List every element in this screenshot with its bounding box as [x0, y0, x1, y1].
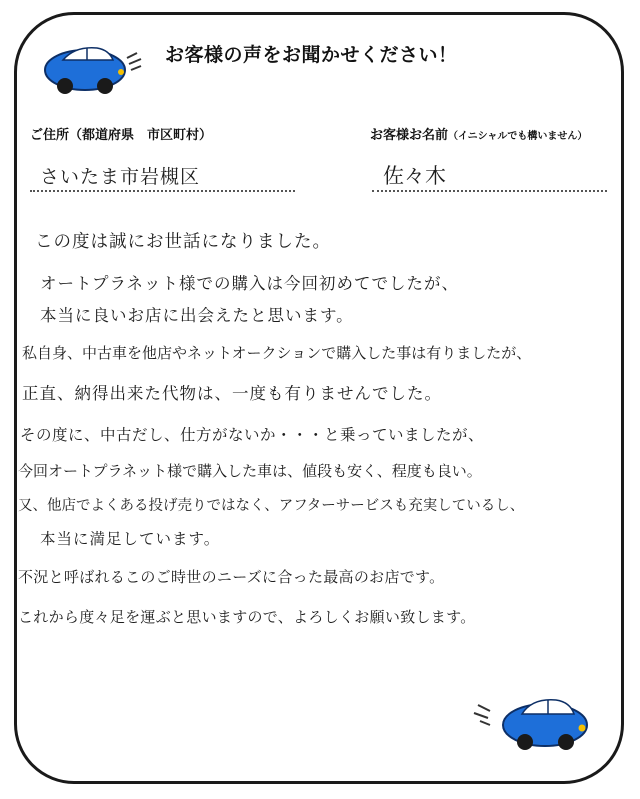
message-line: 本当に満足しています。 [40, 530, 221, 548]
message-line: その度に、中古だし、仕方がないか・・・と乗っていましたが、 [20, 426, 485, 444]
name-value: 佐々木 [383, 164, 446, 188]
name-underline [372, 190, 607, 192]
message-line: 正直、納得出来た代物は、一度も有りませんでした。 [22, 384, 442, 403]
message-line: 又、他店でよくある投げ売りではなく、アフターサービスも充実しているし、 [18, 498, 525, 514]
name-label-text: お客様お名前 [370, 128, 449, 143]
car-icon [470, 690, 595, 755]
message-line: 本当に良いお店に出会えたと思います。 [40, 306, 354, 325]
message-line: 不況と呼ばれるこのご時世のニーズに合った最高のお店です。 [18, 568, 445, 586]
car-icon [35, 38, 145, 98]
message-line: 今回オートプラネット様で購入した車は、値段も安く、程度も良い。 [18, 462, 482, 480]
page-title: お客様の声をお聞かせください！ [165, 44, 458, 66]
address-value: さいたま市岩槻区 [40, 166, 201, 188]
message-line: この度は誠にお世話になりました。 [35, 232, 331, 252]
address-label: ご住所（都道府県 市区町村） [30, 128, 213, 143]
message-line: これから度々足を運ぶと思いますので、よろしくお願い致します。 [18, 608, 476, 626]
name-label-note: （イニシャルでも構いません） [448, 131, 588, 142]
address-underline [30, 190, 295, 192]
message-line: 私自身、中古車を他店やネットオークションで購入した事は有りましたが、 [22, 344, 532, 362]
name-label [370, 124, 587, 143]
message-line: オートプラネット様での購入は今回初めてでしたが、 [40, 274, 460, 293]
